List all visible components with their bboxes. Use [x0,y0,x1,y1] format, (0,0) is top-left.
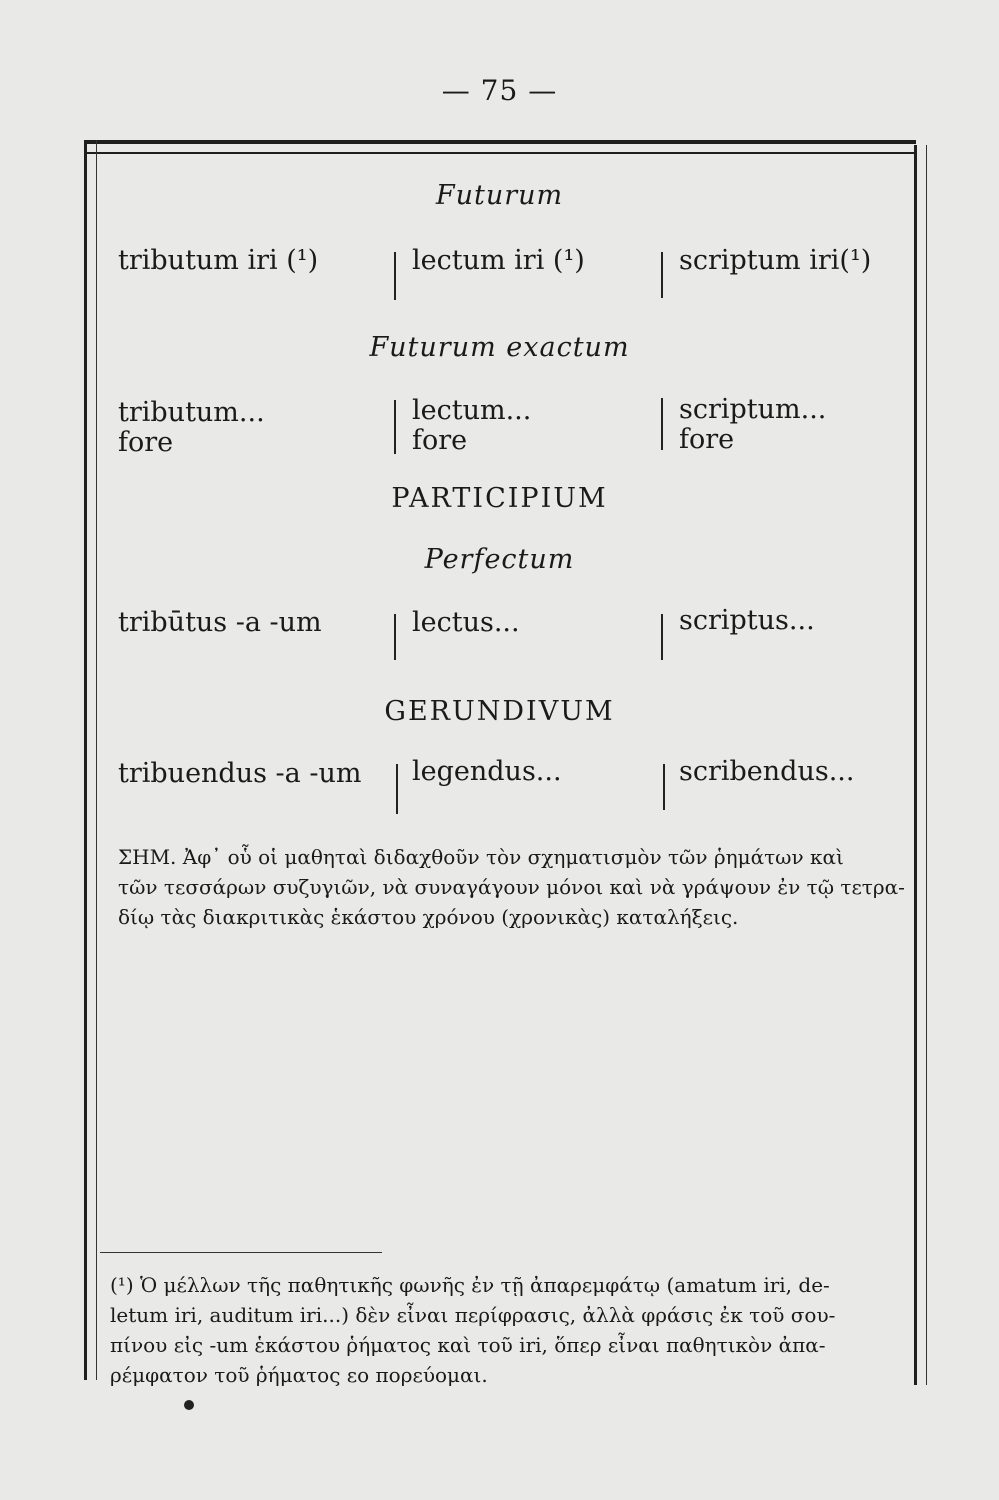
footnote-line: (¹) Ὁ μέλλων τῆς παθητικῆς φωνῆς ἐν τῇ ἀπαρεμφάτῳ (amatum iri, de- [110,1273,830,1297]
futurum-exactum-col2-line2: fore [412,425,468,456]
perfectum-subheading: Perfectum [424,544,575,575]
futurum-exactum-col3-line1: scriptum... [679,394,827,425]
column-divider [661,398,663,450]
participium-heading: PARTICIPIUM [391,483,608,514]
footnote-line: πίνου εἰς -um ἑκάστου ῥήματος καὶ τοῦ iri, ὅπερ εἶναι παθητικὸν ἀπα- [110,1333,826,1357]
futurum-exactum-col3-line2: fore [679,424,735,455]
footnote-line: letum iri, auditum iri...) δὲν εἶναι περίφρασις, ἀλλὰ φράσις ἐκ τοῦ σου- [110,1303,836,1327]
footnote-line: ρέμφατον τοῦ ῥήματος εο πορεύομαι. [110,1363,488,1387]
futurum-exactum-heading: Futurum exactum [369,332,630,363]
note-line: τῶν τεσσάρων συζυγιῶν, νὰ συναγάγουν μόνοι καὶ νὰ γράψουν ἐν τῷ τετρα- [118,875,905,899]
note-line: δίῳ τὰς διακριτικὰς ἑκάστου χρόνου (χρονικὰς) καταλήξεις. [118,905,739,929]
column-divider [396,764,398,814]
gerundivum-col3: scribendus... [679,756,855,787]
frame-left-rule [84,140,87,1380]
frame-right-inner-rule [926,145,927,1385]
ink-dot [184,1400,194,1410]
gerundivum-col2: legendus... [412,756,562,787]
column-divider [394,400,396,454]
futurum-exactum-col1-line1: tributum... [118,397,265,428]
participium-col2: lectus... [412,607,520,638]
frame-right-rule [914,145,917,1385]
note-line: ΣΗΜ. Ἀφ᾽ οὗ οἱ μαθηταὶ διδαχθοῦν τὸν σχηματισμὸν τῶν ῥημάτων καὶ [118,845,844,869]
column-divider [663,764,665,810]
futurum-col2: lectum iri (¹) [412,245,585,276]
futurum-col1: tributum iri (¹) [118,245,319,276]
column-divider [394,252,396,300]
futurum-exactum-col1-line2: fore [118,427,174,458]
gerundivum-heading: GERUNDIVUM [384,696,615,727]
participium-col3: scriptus... [679,605,815,636]
gerundivum-col1: tribuendus -a -um [118,758,362,789]
footnote [110,1270,910,1390]
frame-top-inner-rule [84,152,916,154]
note-paragraph [118,842,908,932]
column-divider [394,614,396,660]
page-number: — 75 — [441,74,558,107]
frame-top-rule [84,140,916,144]
frame-left-inner-rule [96,140,97,1380]
column-divider [661,614,663,660]
futurum-col3: scriptum iri(¹) [679,245,872,276]
participium-col1: tribūtus -a -um [118,607,322,638]
footnote-rule [100,1252,382,1253]
column-divider [661,252,663,298]
futurum-heading: Futurum [435,180,564,211]
futurum-exactum-col2-line1: lectum... [412,395,532,426]
